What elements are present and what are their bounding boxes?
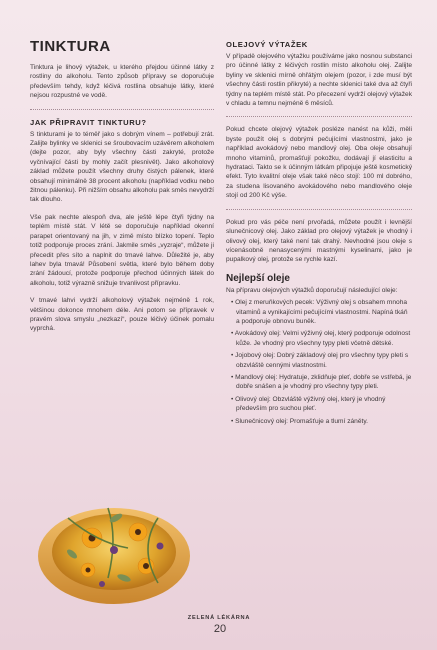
section-divider	[226, 116, 412, 117]
list-item: • Slunečnicový olej: Promašťuje a tlumí záněty.	[231, 417, 368, 425]
list-item: • Mandlový olej: Hydratuje, zklidňuje pleť, dobře se vstřebá, je dobře snášen a je vhodný pro všechny typy pleti.	[231, 373, 412, 391]
oil-extract-paragraph-1: V případě olejového výtažku používáme jako nosnou substanci pro účinné látky z léčivých rostlin místo alkoholu olej. Zalijte byliny ve sklenici mírně ohřátým olejem (pozor, i zde musí být všechny části rostlin přikryté) a nechte sklenici také dva až čtyři týdny na teplém místě stát. Po přecezení vydrží olejový výtažek v chladu a temnu nejméně 6 měsíců.	[226, 53, 412, 108]
page-number: 20	[213, 623, 227, 635]
oil-extract-paragraph-3: Pokud pro vás péče není prvořadá, můžete použít i levnější slunečnicový olej. Jako základ pro olejový výtažek je vhodný i olivový olej, který také není tak drahý. Nevhodné jsou oleje s vícenásobně nenasycenými mastnými kyselinami, jako je pupalkový olej, protože se rychle kazí.	[226, 218, 412, 264]
right-column	[226, 40, 412, 429]
section-divider	[226, 209, 412, 210]
oil-extract-heading: OLEJOVÝ VÝTAŽEK	[226, 40, 308, 49]
best-oils-intro: Na přípravu olejových výtažků doporučují následující oleje:	[226, 286, 398, 294]
list-item: • Olej z meruňkových pecek: Výživný olej s obsahem mnoha vitaminů a vynikajícími pečujícími vlastnostmi. Napíná tkáň a podporuje obnovu buněk.	[231, 299, 408, 325]
best-oils-heading: Nejlepší oleje	[226, 272, 290, 284]
list-item: • Avokádový olej: Velmi výživný olej, který podporuje odolnost kůže. Je vhodný pro všechny typy pleti včetně dětské.	[231, 330, 411, 347]
herbal-oil-bowl-photo	[28, 488, 196, 610]
page-title: TINKTURA	[30, 38, 111, 55]
list-item: • Jojobový olej: Dobrý základový olej pro všechny typy pleti s obzvláště cennými vlastnostmi.	[231, 352, 409, 369]
left-column	[30, 38, 214, 342]
best-oils-list	[226, 298, 412, 426]
intro-paragraph: Tinktura je lihový výtažek, u kterého přejdou účinné látky z rostliny do alkoholu. Tento způsob přípravy se doporučuje především tehdy, když léčivá rostlina obsahuje látky, které nejsou rozpustné ve vodě.	[30, 64, 214, 100]
list-item: • Olivový olej: Obzvláště výživný olej, který je vhodný především pro suchou pleť.	[231, 395, 386, 413]
how-to-paragraph-1: S tinkturami je to téměř jako s dobrým vínem – potřebují zrát. Zalijte bylinky ve sklenici se šroubovacím uzávěrem alkoholem (dejte pozor, aby byly všechny části zakryté, protože vyčnívající části by mohly začít plesnivět). Jako alkoholový základ můžete použít všechny druhy čistých pálenek, které obsahují minimálně 38 procent alkoholu (například vodku nebo žitnou pálenku). Při nižším obsahu alkoholu pak směs nevydrží tak dlouho.	[30, 130, 214, 204]
how-to-paragraph-3: V tmavé lahvi vydrží alkoholový výtažek nejméně 1 rok, většinou dokonce mnohem déle. Ani potom se přípravek v pravém slova smyslu „nezkazí“, pouze léčivý účinek pomalu vyprchá.	[30, 297, 214, 333]
how-to-paragraph-2: Vše pak nechte alespoň dva, ale ještě lépe čtyři týdny na teplém místě stát. V létě se doporučuje například okenní parapet orientovaný na jih, v zimě místo blízko topení. Teplo totiž podporuje proces zrání. Jakmile směs „vyzraje“, můžete ji přecedit přes síto a naplnit do tmavé lahve. Důležité je, aby lahev byla tmavá! Působení světla, které bylo během doby zrání žádoucí, protože podporuje přechod účinných látek do alkoholu, totiž výrazně snižuje trvanlivost přípravku.	[30, 213, 214, 287]
oil-extract-paragraph-2: Pokud chcete olejový výtažek posléze nanést na kůži, měli byste použít olej s dobrými pečujícími vlastnostmi, jako je například avokádový nebo mandlový olej. Oba oleje obsahují mnoho vitaminů, promašťují pokožku, dodávají jí elasticitu a hydrataci. Takto se k účinným látkám připojuje ještě kosmetický efekt. Tyto kvalitní oleje však také něco stojí: 100 ml dobrého, za studena lisovaného avokádového nebo mandlového oleje stojí od 200 Kč výše.	[226, 126, 412, 200]
how-to-heading: JAK PŘIPRAVIT TINKTURU?	[30, 117, 147, 127]
magazine-name: ZELENÁ LÉKÁRNA	[187, 615, 251, 621]
section-divider	[30, 109, 214, 110]
